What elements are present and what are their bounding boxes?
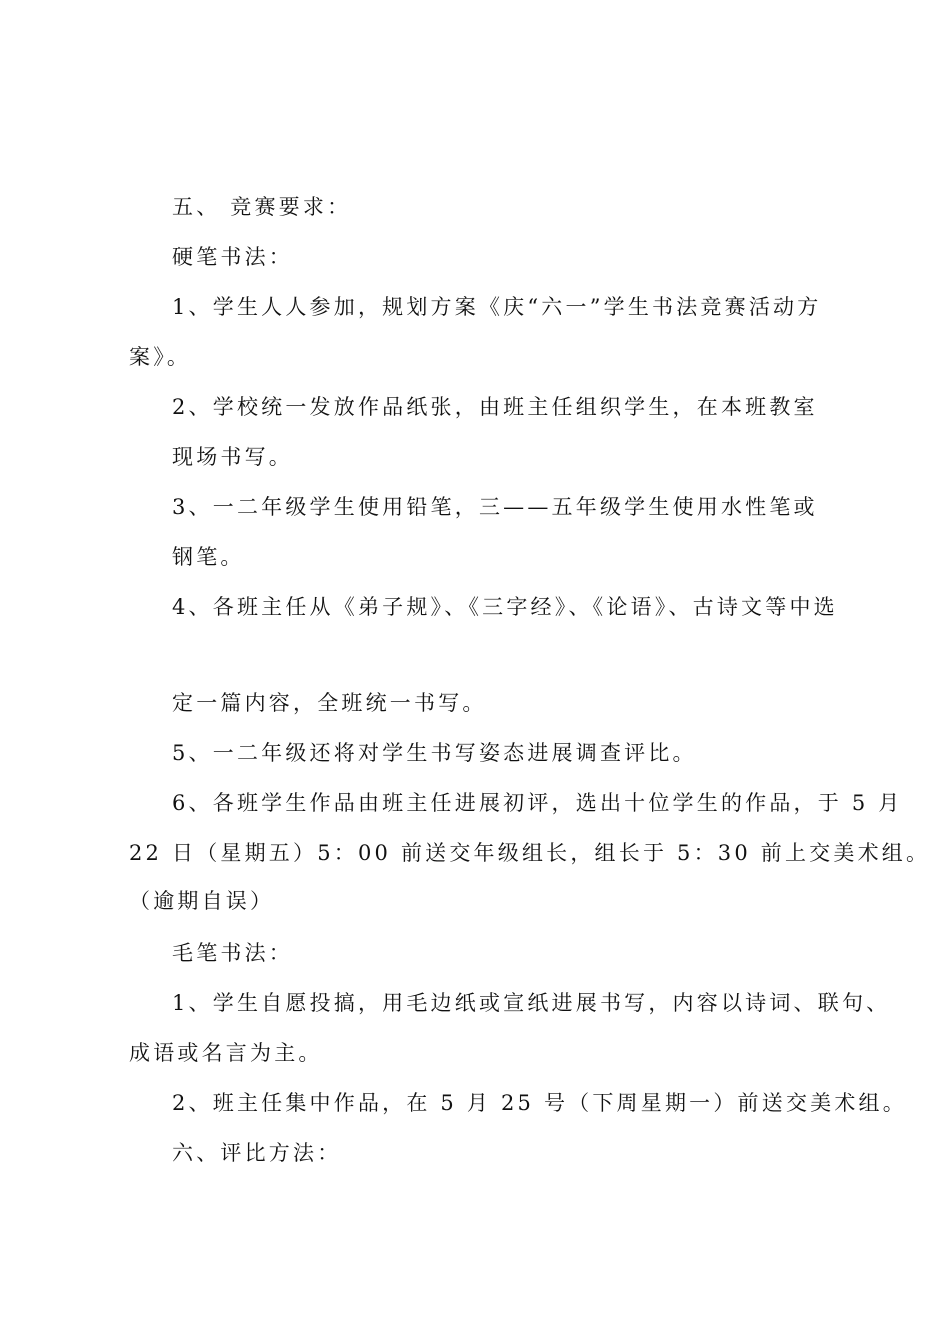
hard-pen-item-2-line-1: 2、学校统一发放作品纸张，由班主任组织学生，在本班教室: [172, 395, 818, 419]
hard-pen-item-1-line-2: 案》。: [129, 345, 192, 369]
brush-item-1-line-1: 1、学生自愿投搞，用毛边纸或宣纸进展书写，内容以诗词、联句、: [172, 991, 891, 1015]
brush-item-1-line-2: 成语或名言为主。: [129, 1041, 323, 1065]
hard-pen-item-3-line-1: 3、一二年级学生使用铅笔，三——五年级学生使用水性笔或: [172, 495, 818, 519]
hard-pen-item-6-line-2: 22 日（星期五）5：00 前送交年级组长，组长于 5：30 前上交美术组。: [129, 841, 931, 865]
hard-pen-item-5: 5、一二年级还将对学生书写姿态进展调查评比。: [172, 741, 697, 765]
hard-pen-item-4-line-2: 定一篇内容，全班统一书写。: [172, 691, 487, 715]
brush-title: 毛笔书法：: [172, 941, 293, 965]
hard-pen-item-2-line-2: 现场书写。: [172, 445, 293, 469]
hard-pen-item-6-line-3: （逾期自误）: [129, 889, 275, 913]
hard-pen-item-6-line-1: 6、各班学生作品由班主任进展初评，选出十位学生的作品，于 5 月: [172, 791, 903, 815]
hard-pen-item-1-line-1: 1、学生人人参加，规划方案《庆“六一”学生书法竞赛活动方: [172, 295, 822, 319]
hard-pen-item-3-line-2: 钢笔。: [172, 545, 245, 569]
section-heading-6: 六、评比方法：: [172, 1141, 342, 1165]
hard-pen-item-4-line-1: 4、各班主任从《弟子规》、《三字经》、《论语》、古诗文等中选: [172, 595, 838, 619]
section-heading-5: 五、 竞赛要求：: [172, 195, 352, 219]
hard-pen-title: 硬笔书法：: [172, 245, 293, 269]
brush-item-2: 2、班主任集中作品，在 5 月 25 号（下周星期一）前送交美术组。: [172, 1091, 907, 1115]
